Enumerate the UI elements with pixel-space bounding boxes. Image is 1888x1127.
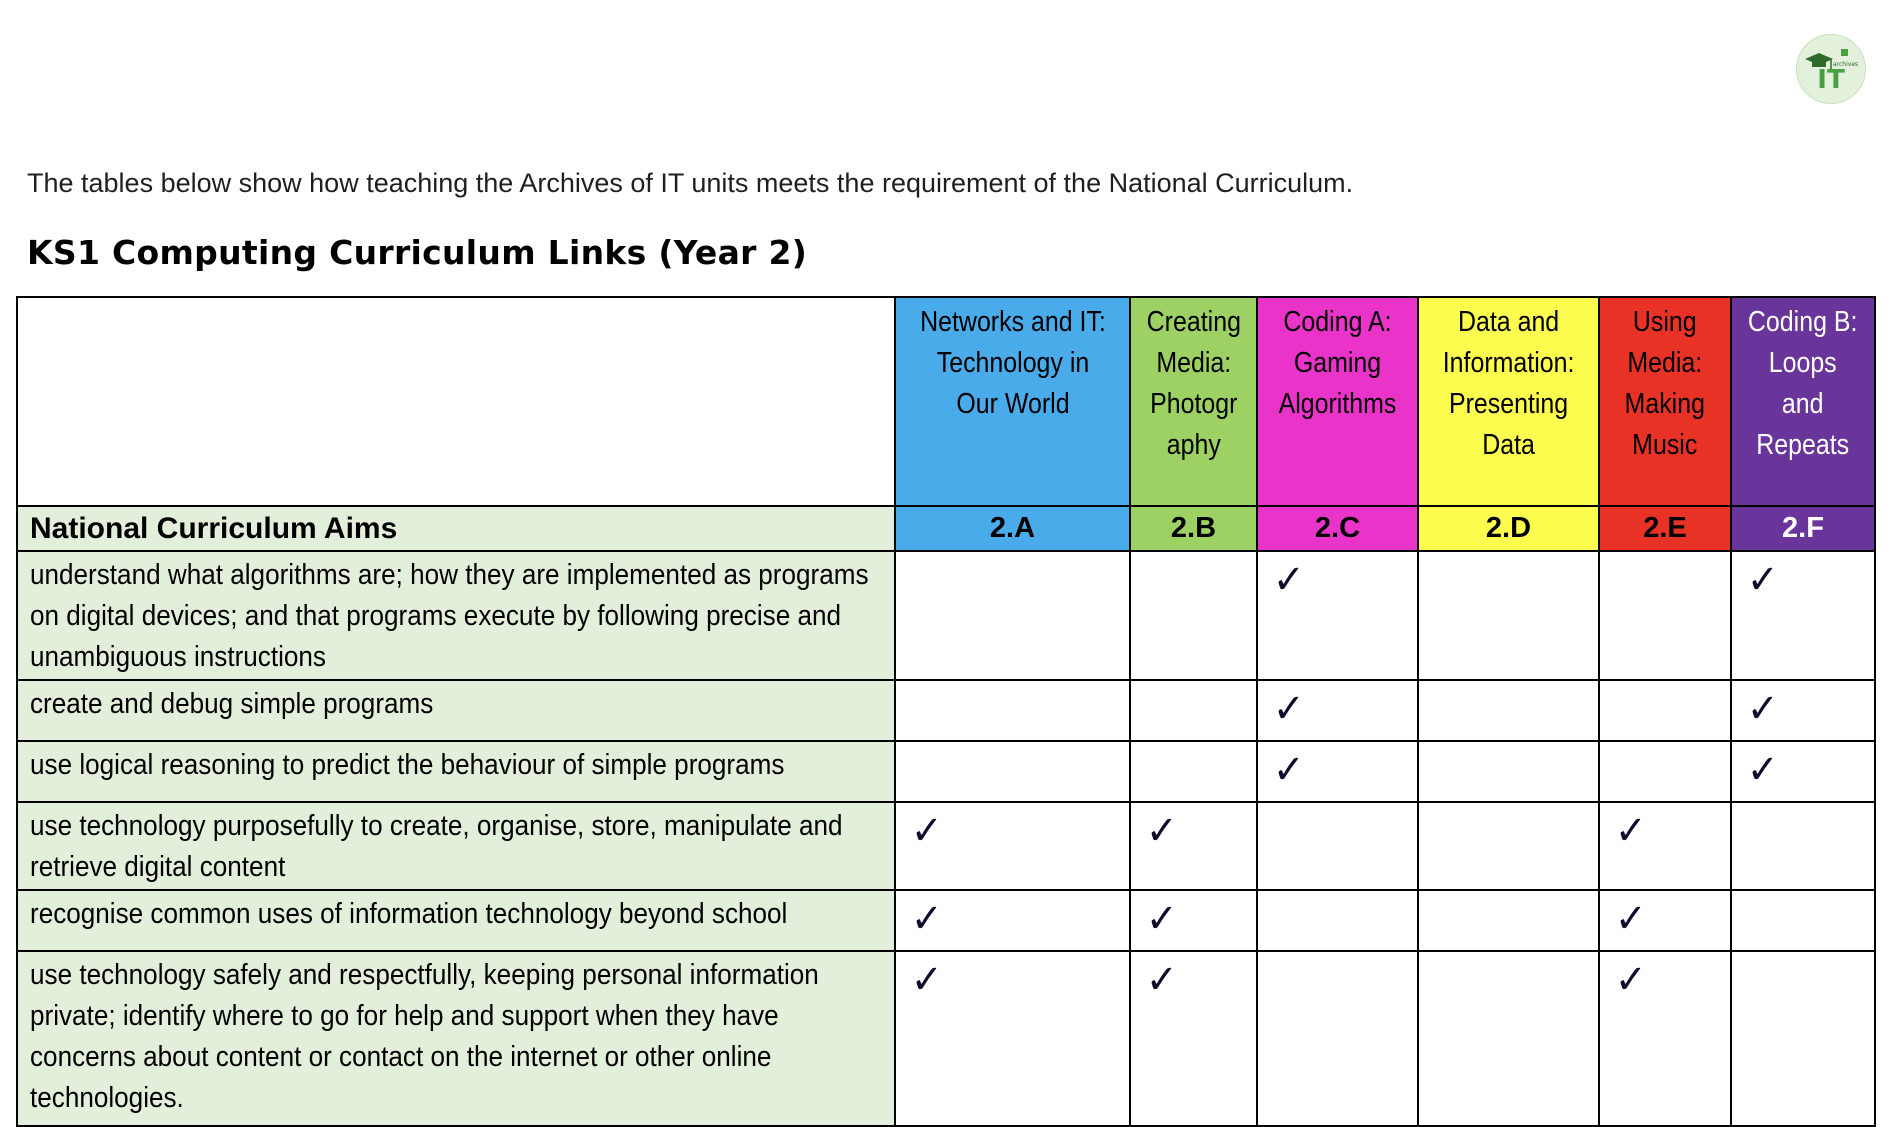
- checkmark-icon: ✓: [1614, 896, 1647, 942]
- unit-tick-cell: [1130, 741, 1257, 802]
- curriculum-aim-cell: [17, 951, 895, 1126]
- unit-tick-cell: [1599, 802, 1731, 890]
- unit-tick-cell: [895, 741, 1130, 802]
- curriculum-aim-text: understand what algorithms are; how they are implemented as programs on digital devices; and that programs execute by following precise and unambiguous instructions: [30, 559, 869, 673]
- checkmark-icon: ✓: [1746, 747, 1779, 793]
- unit-code-2-c: 2.C: [1257, 506, 1418, 551]
- unit-tick-cell: [1731, 802, 1875, 890]
- unit-code-2-d: 2.D: [1418, 506, 1599, 551]
- unit-tick-cell: [1130, 551, 1257, 680]
- unit-title: Networks and IT: Technology in Our World: [919, 306, 1106, 420]
- table-row: [17, 890, 1875, 951]
- table-row: [17, 802, 1875, 890]
- unit-tick-cell: [1599, 951, 1731, 1126]
- intro-text: The tables below show how teaching the Archives of IT units meets the requirement of the National Curriculum.: [27, 168, 1354, 198]
- unit-tick-cell: [1130, 802, 1257, 890]
- unit-code-2-e: 2.E: [1599, 506, 1731, 551]
- unit-header-2-b: [1130, 297, 1257, 506]
- aims-column-header: National Curriculum Aims: [17, 506, 895, 551]
- unit-tick-cell: [895, 680, 1130, 741]
- table-row: [17, 951, 1875, 1126]
- checkmark-icon: ✓: [1145, 896, 1178, 942]
- checkmark-icon: ✓: [1746, 686, 1779, 732]
- curriculum-aim-text: recognise common uses of information technology beyond school: [30, 898, 788, 930]
- table-row: [17, 680, 1875, 741]
- unit-tick-cell: [1599, 680, 1731, 741]
- empty-corner-cell: [17, 297, 895, 506]
- logo-letters: IT: [1817, 65, 1845, 95]
- unit-title: Coding A: Gaming Algorithms: [1278, 306, 1397, 420]
- curriculum-aim-text: use technology safely and respectfully, keeping personal information private; identify where to go for help and support when they have concerns about content or contact on the internet or other online technologies.: [30, 959, 819, 1114]
- checkmark-icon: ✓: [1614, 957, 1647, 1003]
- unit-tick-cell: [895, 951, 1130, 1126]
- checkmark-icon: ✓: [1746, 557, 1779, 603]
- unit-tick-cell: [1257, 890, 1418, 951]
- curriculum-aim-cell: [17, 890, 895, 951]
- unit-tick-cell: [1731, 890, 1875, 951]
- table-row: [17, 741, 1875, 802]
- curriculum-aim-text: use technology purposefully to create, organise, store, manipulate and retrieve digital content: [30, 810, 843, 883]
- unit-title-row: [17, 297, 1875, 506]
- unit-tick-cell: [1418, 802, 1599, 890]
- unit-tick-cell: [1257, 551, 1418, 680]
- unit-title: Coding B: Loops and Repeats: [1748, 306, 1858, 461]
- unit-tick-cell: [1130, 680, 1257, 741]
- curriculum-aim-text: create and debug simple programs: [30, 688, 434, 720]
- unit-tick-cell: [1731, 551, 1875, 680]
- unit-code-2-b: 2.B: [1130, 506, 1257, 551]
- unit-tick-cell: [895, 890, 1130, 951]
- checkmark-icon: ✓: [1145, 957, 1178, 1003]
- checkmark-icon: ✓: [1272, 747, 1305, 793]
- unit-header-2-e: [1599, 297, 1731, 506]
- checkmark-icon: ✓: [1272, 557, 1305, 603]
- unit-tick-cell: [1257, 951, 1418, 1126]
- checkmark-icon: ✓: [910, 957, 943, 1003]
- unit-tick-cell: [1418, 951, 1599, 1126]
- checkmark-icon: ✓: [910, 808, 943, 854]
- unit-tick-cell: [1731, 951, 1875, 1126]
- curriculum-aim-cell: [17, 741, 895, 802]
- unit-tick-cell: [1418, 890, 1599, 951]
- unit-tick-cell: [1257, 680, 1418, 741]
- unit-header-2-d: [1418, 297, 1599, 506]
- unit-tick-cell: [1257, 802, 1418, 890]
- unit-code-row: [17, 506, 1875, 551]
- checkmark-icon: ✓: [1145, 808, 1178, 854]
- table-row: [17, 551, 1875, 680]
- unit-tick-cell: [1257, 741, 1418, 802]
- unit-header-2-a: [895, 297, 1130, 506]
- unit-tick-cell: [1599, 551, 1731, 680]
- logo-small-label: archives: [1833, 61, 1859, 68]
- unit-tick-cell: [1731, 680, 1875, 741]
- logo-graphic: [1797, 35, 1865, 103]
- unit-tick-cell: [1418, 680, 1599, 741]
- curriculum-links-table: [16, 296, 1876, 1127]
- page-heading: KS1 Computing Curriculum Links (Year 2): [27, 233, 808, 272]
- unit-header-2-f: [1731, 297, 1875, 506]
- unit-tick-cell: [1418, 551, 1599, 680]
- unit-title: Data and Information: Presenting Data: [1442, 306, 1575, 461]
- curriculum-aim-cell: [17, 551, 895, 680]
- checkmark-icon: ✓: [910, 896, 943, 942]
- unit-tick-cell: [895, 802, 1130, 890]
- unit-header-2-c: [1257, 297, 1418, 506]
- archives-of-it-logo: [1796, 34, 1866, 104]
- checkmark-icon: ✓: [1272, 686, 1305, 732]
- unit-tick-cell: [1599, 741, 1731, 802]
- unit-tick-cell: [1130, 951, 1257, 1126]
- curriculum-aim-cell: [17, 802, 895, 890]
- unit-title: Creating Media: Photogr aphy: [1146, 306, 1241, 461]
- unit-tick-cell: [1599, 890, 1731, 951]
- unit-tick-cell: [1130, 890, 1257, 951]
- curriculum-aim-text: use logical reasoning to predict the behaviour of simple programs: [30, 749, 785, 781]
- unit-code-2-a: 2.A: [895, 506, 1130, 551]
- unit-tick-cell: [1418, 741, 1599, 802]
- curriculum-aim-cell: [17, 680, 895, 741]
- unit-title: Using Media: Making Music: [1624, 306, 1706, 461]
- unit-code-2-f: 2.F: [1731, 506, 1875, 551]
- unit-tick-cell: [895, 551, 1130, 680]
- unit-tick-cell: [1731, 741, 1875, 802]
- checkmark-icon: ✓: [1614, 808, 1647, 854]
